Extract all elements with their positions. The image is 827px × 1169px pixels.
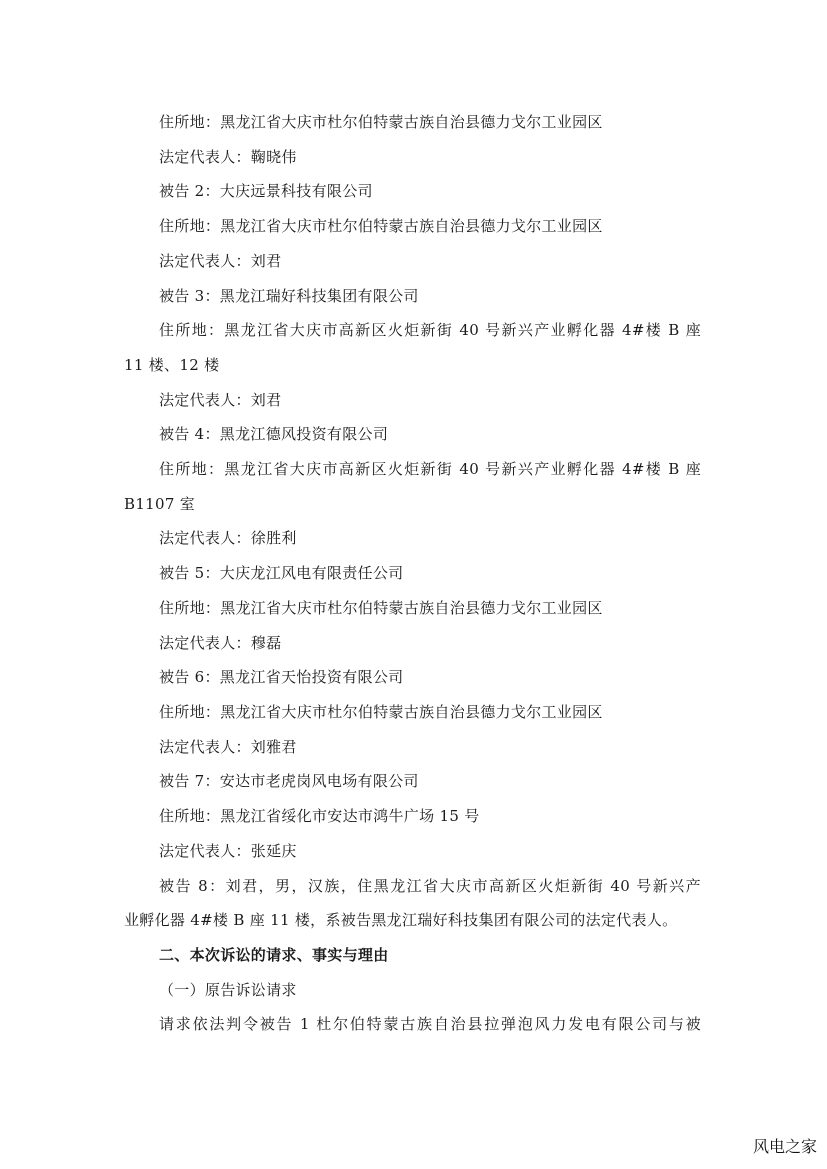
text-line: 被告 4：黑龙江德风投资有限公司 [159, 425, 389, 443]
text-line: 被告 5：大庆龙江风电有限责任公司 [159, 564, 404, 582]
text-line: 法定代表人：刘君 [159, 252, 282, 270]
text-line: 法定代表人：穆磊 [159, 634, 282, 652]
text-line: 被告 7：安达市老虎岗风电场有限公司 [159, 772, 419, 790]
text-line: 请求依法判令被告 1 杜尔伯特蒙古族自治县拉弹泡风力发电有限公司与被 [159, 1015, 701, 1033]
text-line: B1107 室 [124, 495, 196, 513]
text-line: 住所地：黑龙江省大庆市杜尔伯特蒙古族自治县德力戈尔工业园区 [159, 599, 603, 617]
text-line: 被告 6：黑龙江省天怡投资有限公司 [159, 668, 404, 686]
text-line: 11 楼、12 楼 [124, 356, 220, 374]
text-line: 住所地：黑龙江省绥化市安达市鸿牛广场 15 号 [159, 807, 480, 825]
watermark: 风电之家 [752, 1137, 817, 1156]
text-line: 住所地：黑龙江省大庆市高新区火炬新街 40 号新兴产业孵化器 4#楼 B 座 [159, 460, 701, 478]
text-line: 法定代表人：徐胜利 [159, 529, 297, 547]
text-line: 法定代表人：刘雅君 [159, 738, 297, 756]
text-line: 被告 3：黑龙江瑞好科技集团有限公司 [159, 287, 419, 305]
text-line: 业孵化器 4#楼 B 座 11 楼，系被告黑龙江瑞好科技集团有限公司的法定代表人。 [124, 911, 678, 929]
text-line: 住所地：黑龙江省大庆市高新区火炬新街 40 号新兴产业孵化器 4#楼 B 座 [159, 321, 701, 339]
text-line: 法定代表人：刘君 [159, 391, 282, 409]
text-line: 被告 2：大庆远景科技有限公司 [159, 182, 373, 200]
text-line: 法定代表人：鞠晓伟 [159, 148, 297, 166]
text-line: 住所地：黑龙江省大庆市杜尔伯特蒙古族自治县德力戈尔工业园区 [159, 703, 603, 721]
text-line: 法定代表人：张延庆 [159, 842, 297, 860]
text-line: 住所地：黑龙江省大庆市杜尔伯特蒙古族自治县德力戈尔工业园区 [159, 113, 603, 131]
subsection-heading: （一）原告诉讼请求 [159, 981, 297, 999]
text-line: 住所地：黑龙江省大庆市杜尔伯特蒙古族自治县德力戈尔工业园区 [159, 217, 603, 235]
text-line: 被告 8：刘君，男，汉族，住黑龙江省大庆市高新区火炬新街 40 号新兴产 [159, 877, 701, 895]
section-heading: 二、本次诉讼的请求、事实与理由 [159, 946, 389, 964]
